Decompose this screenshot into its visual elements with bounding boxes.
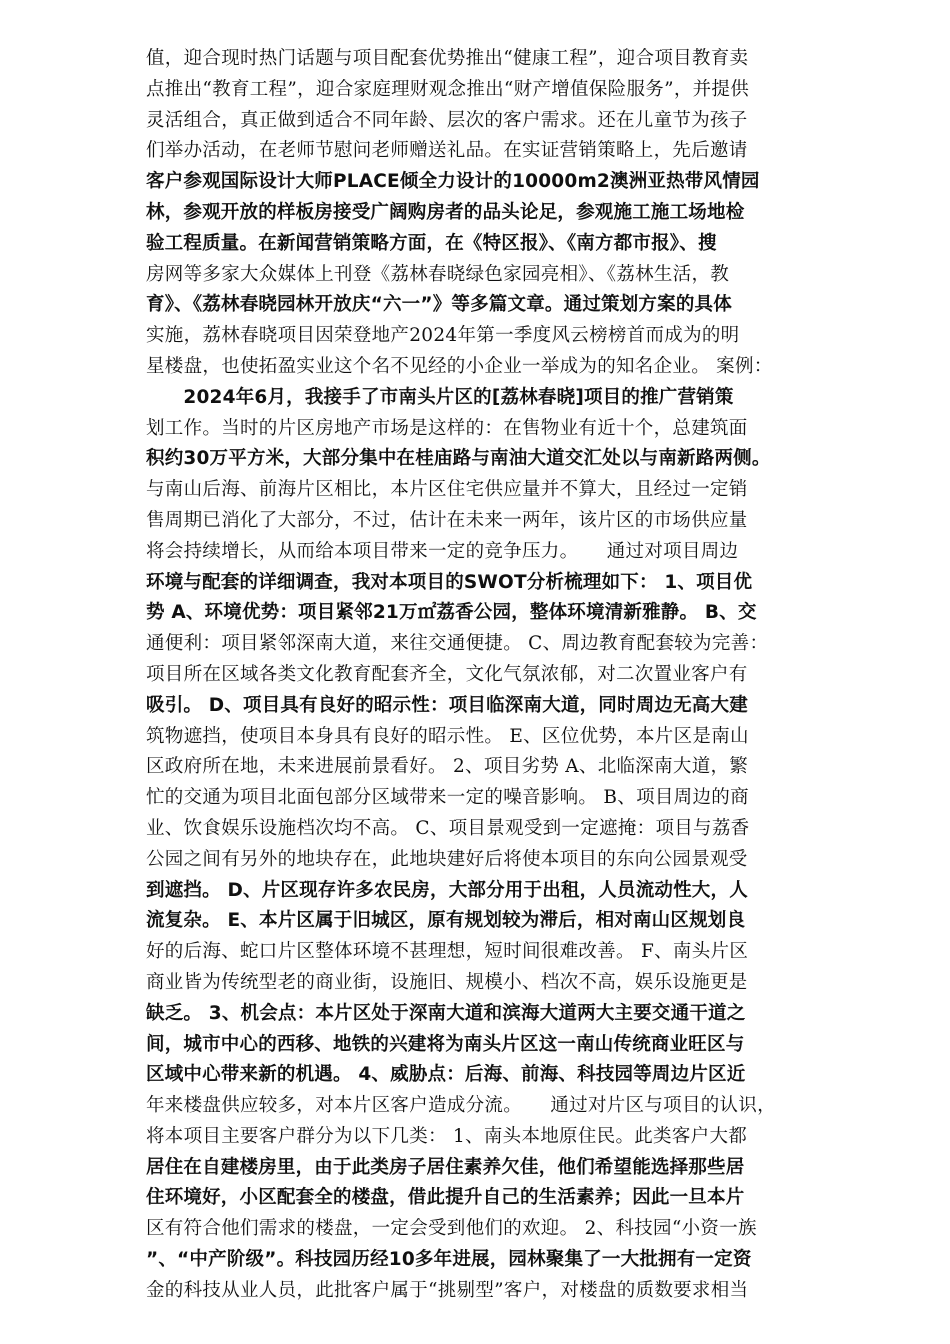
text-line: 与南山后海、前海片区相比，本片区住宅供应量并不算大，且经过一定销 [146, 479, 748, 501]
text-line: 缺乏。 3、机会点：本片区处于深南大道和滨海大道两大主要交通干道之 [146, 1002, 746, 1024]
text-line: 验工程质量。在新闻营销策略方面，在《特区报》、《南方都市报》、搜 [146, 232, 717, 254]
text-line: 林，参观开放的样板房接受广阔购房者的品头论足，参观施工施工场地检 [146, 201, 745, 223]
text-line: 势 A、环境优势：项目紧邻21万㎡荔香公园，整体环境清新雅静。 B、交 [146, 602, 757, 624]
text-line: 灵活组合，真正做到适合不同年龄、层次的客户需求。还在儿童节为孩子 [146, 109, 748, 131]
text-line: 居住在自建楼房里，由于此类房子居住素养欠佳，他们希望能选择那些居 [146, 1156, 745, 1178]
text-line: 公园之间有另外的地块存在，此地块建好后将使本项目的东向公园景观受 [146, 848, 748, 870]
text-line: 区政府所在地，未来进展前景看好。 2、项目劣势 A、北临深南大道，繁 [146, 756, 749, 778]
text-line: 住环境好，小区配套全的楼盘，借此提升自己的生活素养；因此一旦本片 [146, 1187, 745, 1209]
text-line: 通便利：项目紧邻深南大道，来往交通便捷。 C、周边教育配套较为完善： [146, 633, 769, 655]
text-line: 们举办活动，在老师节慰问老师赠送礼品。在实证营销策略上，先后邀请 [146, 140, 748, 162]
text-line: 金的科技从业人员，此批客户属于“挑剔型”客户，对楼盘的质数要求相当 [146, 1279, 749, 1301]
text-line: 环境与配套的详细调查，我对本项目的SWOT分析梳理如下： 1、项目优 [146, 571, 753, 593]
body-text [146, 44, 886, 1307]
text-line: 年来楼盘供应较多，对本片区客户造成分流。 通过对片区与项目的认识， [146, 1095, 776, 1117]
text-line: 项目所在区域各类文化教育配套齐全，文化气氛浓郁，对二次置业客户有 [146, 663, 748, 685]
text-line: 间，城市中心的西移、地铁的兴建将为南头片区这一南山传统商业旺区与 [146, 1033, 745, 1055]
text-line: 区有符合他们需求的楼盘，一定会受到他们的欢迎。 2、科技园“小资一族 [146, 1218, 757, 1240]
text-line: 将会持续增长，从而给本项目带来一定的竞争压力。 通过对项目周边 [146, 540, 739, 562]
text-line: 2024年6月，我接手了市南头片区的[荔林春晓]项目的推广营销策 [146, 386, 734, 408]
text-line: 育》、《荔林春晓园林开放庆“六一”》等多篇文章。通过策划方案的具体 [146, 294, 732, 316]
text-line: 流复杂。 E、本片区属于旧城区，原有规划较为滞后，相对南山区规划良 [146, 910, 746, 932]
text-line: 忙的交通为项目北面包部分区域带来一定的噪音影响。 B、项目周边的商 [146, 787, 749, 809]
text-line: 实施，荔林春晓项目因荣登地产2024年第一季度风云榜榜首而成为的明 [146, 325, 740, 347]
text-line: 客户参观国际设计大师PLACE倾全力设计的10000m2澳洲亚热带风情园 [146, 171, 760, 193]
text-line: 积约30万平方米，大部分集中在桂庙路与南油大道交汇处以与南新路两侧。 [146, 448, 771, 470]
text-line: 将本项目主要客户群分为以下几类： 1、南头本地原住民。此类客户大都 [146, 1125, 748, 1147]
text-line: 筑物遮挡，使项目本身具有良好的昭示性。 E、区位优势，本片区是南山 [146, 725, 749, 747]
text-line: 到遮挡。 D、片区现存许多农民房，大部分用于出租，人员流动性大，人 [146, 879, 748, 901]
text-line: 区域中心带来新的机遇。 4、威胁点：后海、前海、科技园等周边片区近 [146, 1064, 746, 1086]
text-line: 业、饮食娱乐设施档次均不高。 C、项目景观受到一定遮掩：项目与荔香 [146, 817, 750, 839]
text-line: 点推出“教育工程”，迎合家庭理财观念推出“财产增值保险服务”，并提供 [146, 78, 750, 100]
text-line: 售周期已消化了大部分，不过，估计在未来一两年，该片区的市场供应量 [146, 509, 748, 531]
text-line: 值，迎合现时热门话题与项目配套优势推出“健康工程”，迎合项目教育卖 [146, 48, 749, 69]
text-line: 划工作。当时的片区房地产市场是这样的：在售物业有近十个，总建筑面 [146, 417, 748, 439]
text-line: 房网等多家大众媒体上刊登《荔林春晓绿色家园亮相》、《荔林生活，教 [146, 263, 730, 285]
text-line: 商业皆为传统型老的商业街，设施旧、规模小、档次不高，娱乐设施更是 [146, 971, 748, 993]
text-line: ”、“中产阶级”。科技园历经10多年进展，园林聚集了一大批拥有一定资 [146, 1249, 752, 1271]
text-line: 吸引。 D、项目具有良好的昭示性：项目临深南大道，同时周边无高大建 [146, 694, 748, 716]
text-line: 好的后海、蛇口片区整体环境不甚理想，短时间很难改善。 F、南头片区 [146, 941, 749, 963]
text-line: 星楼盘，也使拓盈实业这个名不见经的小企业一举成为的知名企业。 案例： [146, 355, 773, 377]
